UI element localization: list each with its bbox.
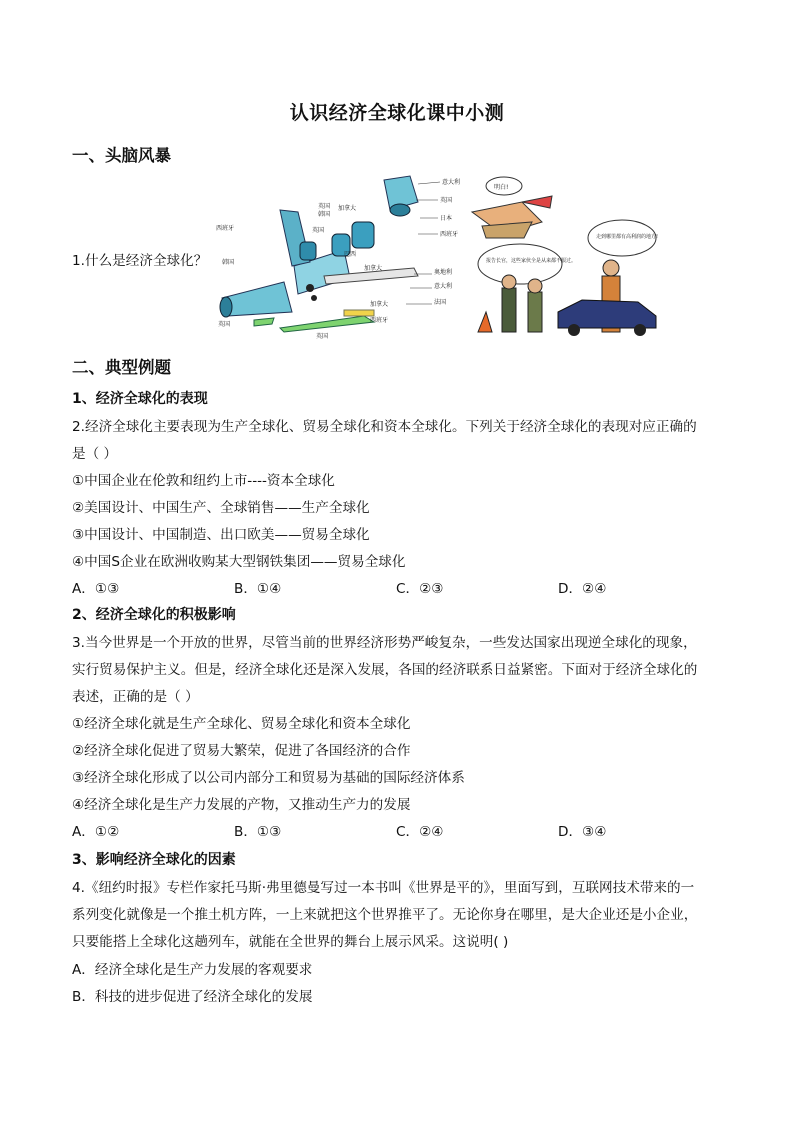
plane-label: 英国 (318, 203, 331, 210)
question-2-option-d[interactable]: D．②④ (558, 581, 607, 597)
question-3-item: ③经济全球化形成了以公司内部分工和贸易为基础的国际经济体系 (72, 770, 465, 786)
plane-label: 加拿大 (338, 205, 357, 212)
question-2-item: ④中国S企业在欧洲收购某大型钢铁集团——贸易全球化 (72, 554, 406, 570)
plane-label: 奥地利 (434, 269, 453, 276)
question-2-option-b[interactable]: B．①④ (234, 581, 282, 597)
cartoon-bubble: 报告长官，这些家伙全是从来都不服过。 (486, 258, 577, 264)
subheading-positive-impact: 2、经济全球化的积极影响 (72, 607, 236, 623)
plane-label: 英国 (316, 333, 329, 340)
plane-label: 意大利 (434, 283, 453, 290)
question-3-option-a[interactable]: A．①② (72, 824, 120, 840)
question-3-option-c[interactable]: C．②④ (396, 824, 444, 840)
cartoon-bubble: 明白! (494, 184, 509, 191)
section-heading-brainstorm: 一、头脑风暴 (72, 146, 171, 165)
question-2-option-c[interactable]: C．②③ (396, 581, 444, 597)
question-2-item: ①中国企业在伦敦和纽约上市----资本全球化 (72, 473, 335, 489)
plane-label: 韩国 (318, 211, 331, 218)
plane-label: 西班牙 (216, 225, 235, 232)
question-2-item: ③中国设计、中国制造、出口欧美——贸易全球化 (72, 527, 370, 543)
subheading-factors: 3、影响经济全球化的因素 (72, 852, 236, 868)
plane-label: 英国 (218, 321, 231, 328)
question-2-item: ②美国设计、中国生产、全球销售——生产全球化 (72, 500, 370, 516)
question-3-item: ④经济全球化是生产力发展的产物，又推动生产力的发展 (72, 797, 411, 813)
question-3-stem: 实行贸易保护主义。但是，经济全球化还是深入发展，各国的经济联系日益紧密。下面对于经济全球化的 (72, 662, 698, 678)
page-title: 认识经济全球化课中小测 (289, 102, 505, 124)
question-4-stem: 系列变化就像是一个推土机方阵，一上来就把这个世界推平了。无论你身在哪里，是大企业还是小企业， (72, 907, 698, 923)
plane-label: 英国 (440, 197, 453, 204)
question-4-stem: 只要能搭上全球化这趟列车，就能在全世界的舞台上展示风采。这说明( ) (72, 934, 509, 950)
question-4-option-a[interactable]: A．经济全球化是生产力发展的客观要求 (72, 962, 313, 978)
question-3-item: ②经济全球化促进了贸易大繁荣，促进了各国经济的合作 (72, 743, 411, 759)
question-3-option-d[interactable]: D．③④ (558, 824, 607, 840)
question-1: 1.什么是经济全球化？ (72, 253, 208, 269)
plane-label: 加拿大 (364, 265, 383, 272)
plane-label: 日本 (440, 215, 453, 222)
plane-label: 加拿大 (370, 301, 389, 308)
globalization-cartoon (462, 172, 662, 340)
cartoon-bubble: 走到哪里都有高利润的地方! (596, 234, 659, 240)
plane-label: 意大利 (442, 179, 460, 186)
plane-label: 西班牙 (370, 317, 389, 324)
question-2-option-a[interactable]: A．①③ (72, 581, 120, 597)
question-2-stem: 是（ ） (72, 446, 118, 462)
plane-label: 韩国 (222, 259, 235, 266)
question-4-option-b[interactable]: B．科技的进步促进了经济全球化的发展 (72, 989, 313, 1005)
section-heading-examples: 二、典型例题 (72, 358, 171, 377)
plane-label: 巴西 (344, 251, 357, 258)
subheading-performance: 1、经济全球化的表现 (72, 391, 208, 407)
plane-label: 英国 (312, 227, 325, 234)
plane-label: 法国 (434, 299, 447, 306)
airplane-parts-illustration (214, 170, 460, 344)
question-3-option-b[interactable]: B．①③ (234, 824, 282, 840)
question-2-stem: 2.经济全球化主要表现为生产全球化、贸易全球化和资本全球化。下列关于经济全球化的表现对应正确的 (72, 419, 697, 435)
question-3-item: ①经济全球化就是生产全球化、贸易全球化和资本全球化 (72, 716, 411, 732)
plane-label: 西班牙 (440, 231, 459, 238)
question-4-stem: 4.《纽约时报》专栏作家托马斯·弗里德曼写过一本书叫《世界是平的》，里面写到，互联网技术带来的一 (72, 880, 695, 896)
question-3-stem: 表述，正确的是（ ） (72, 689, 199, 705)
question-3-stem: 3.当今世界是一个开放的世界，尽管当前的世界经济形势严峻复杂，一些发达国家出现逆全球化的现象， (72, 635, 697, 651)
